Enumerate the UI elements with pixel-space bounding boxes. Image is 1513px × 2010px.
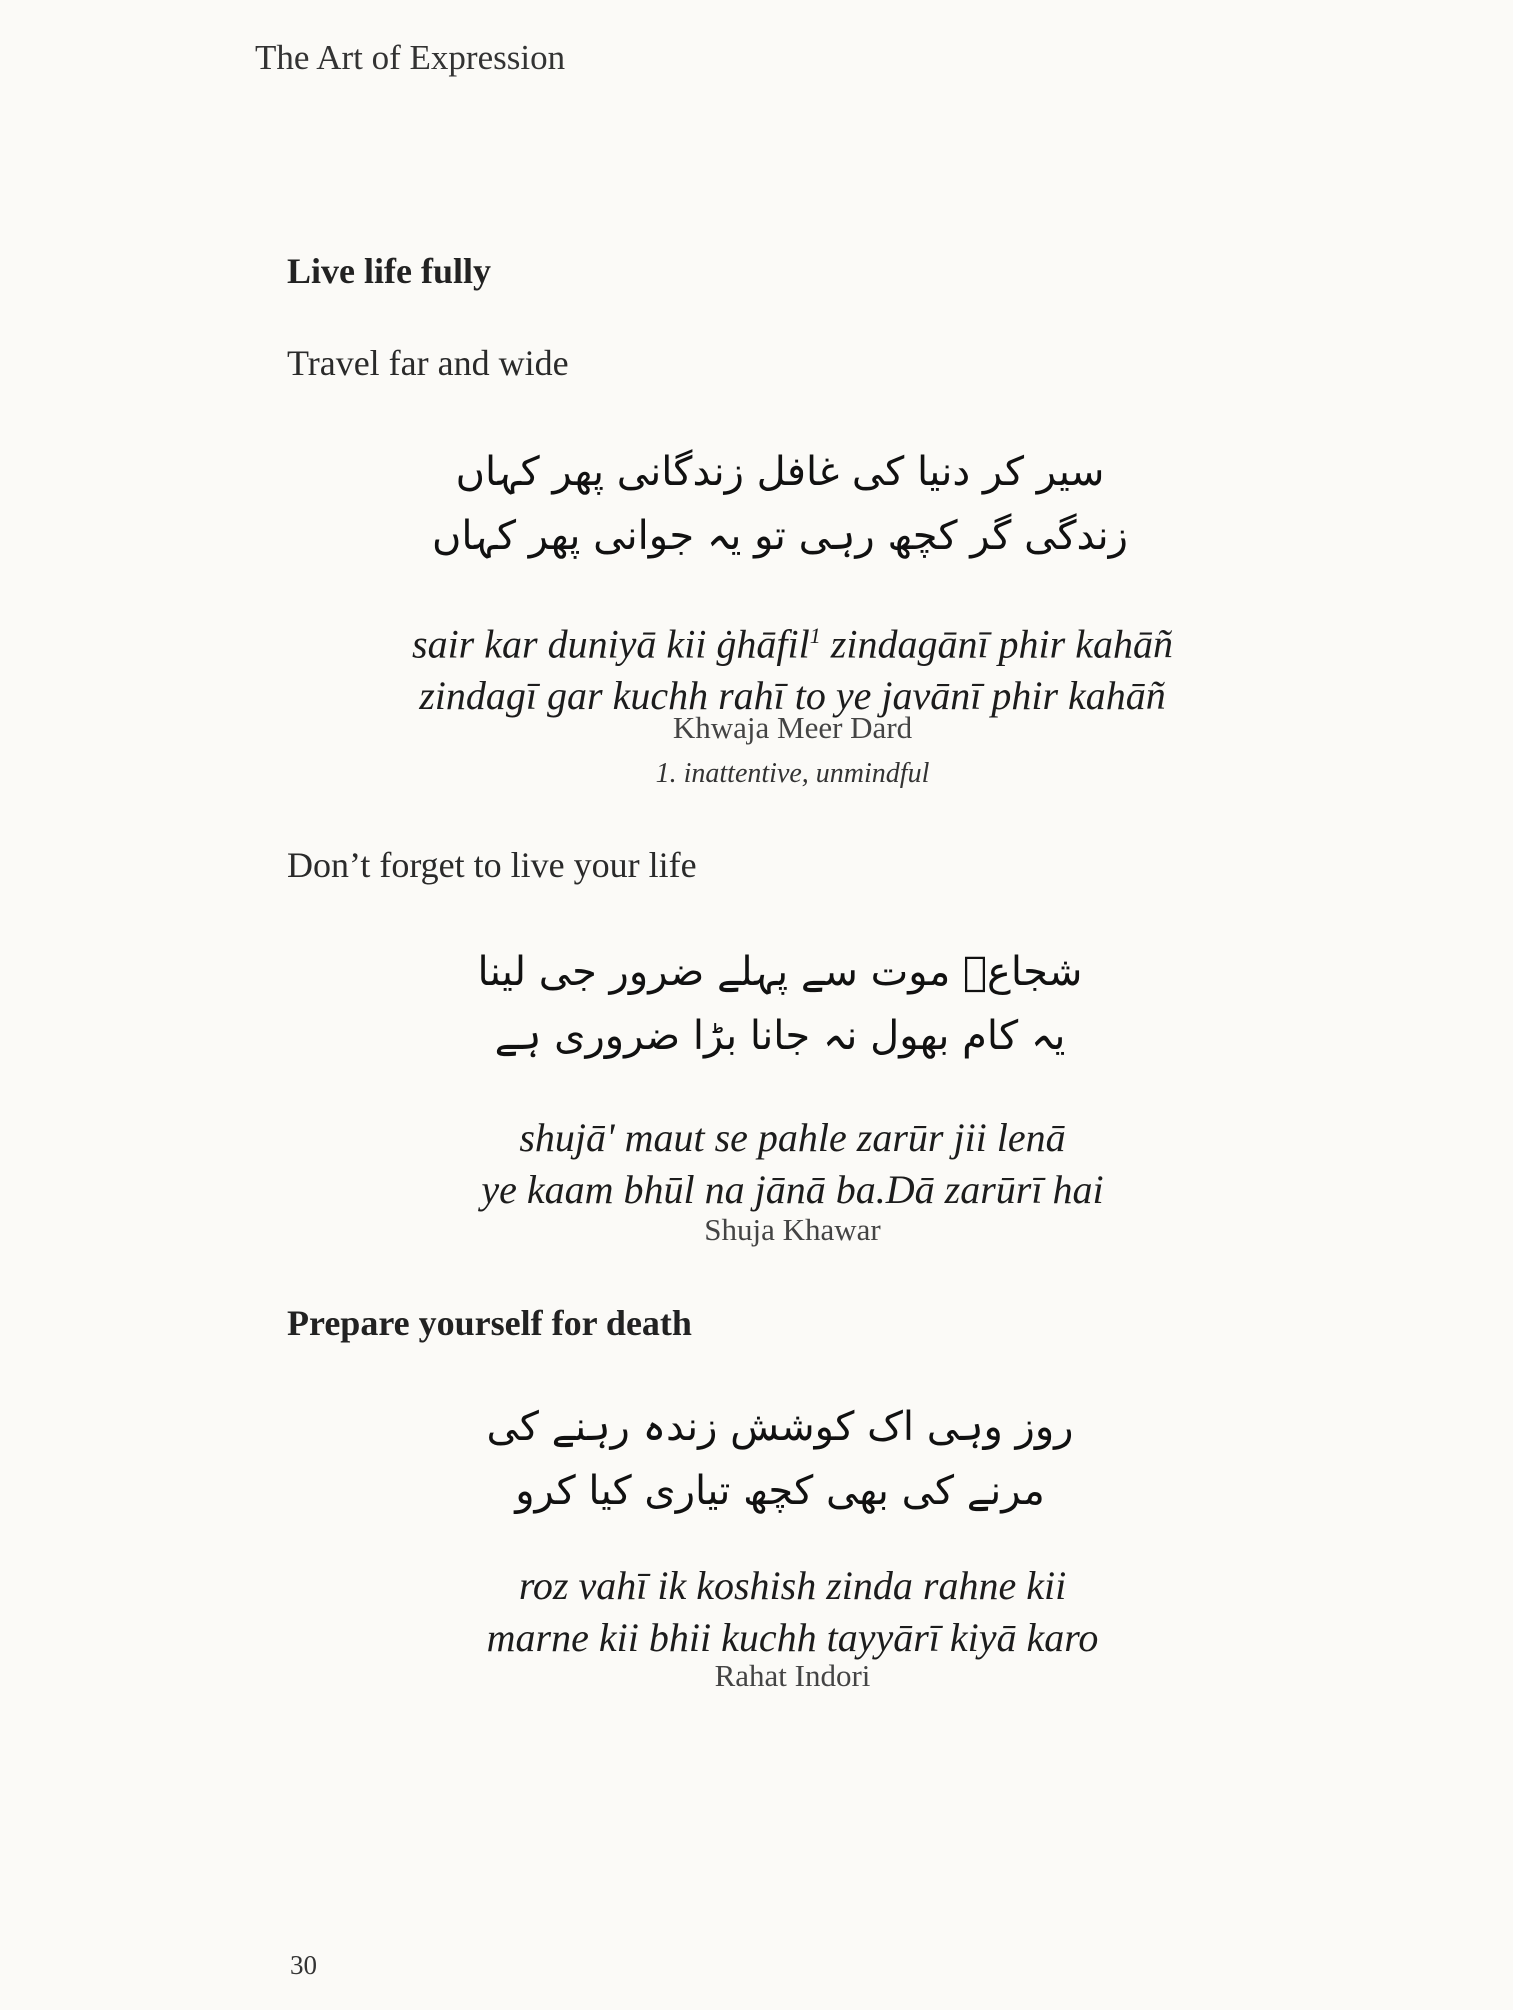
running-head: The Art of Expression [255,38,566,77]
urdu-couplet-2 [380,940,1180,1068]
urdu-line: شجاعؔ موت سے پہلے ضرور جی لینا [477,949,1083,995]
poet-name: Shuja Khawar [704,1212,881,1247]
section-heading-live-life-fully: Live life fully [287,251,491,291]
transliteration-couplet-2 [300,1112,1285,1216]
poet-name: Rahat Indori [714,1658,871,1693]
translit-line: sair kar duniyā kii ġhāfil$^1$ zindagānī phir kahāñ [412,621,1173,667]
footnote: 1. inattentive, unmindful [655,758,930,789]
translit-line: zindagī gar kuchh rahī to ye javānī phir kahāñ [419,673,1166,719]
translit-line: marne kii bhii kuchh tayyārī kiyā karo [486,1615,1099,1660]
section-heading-prepare-for-death: Prepare yourself for death [287,1303,692,1343]
footnote-marker: 1 [809,623,821,648]
page-number: 30 [290,1950,317,1980]
urdu-line: یہ کام بھول نہ جانا بڑا ضروری ہے [494,1013,1066,1059]
subheading-travel: Travel far and wide [287,343,569,383]
subheading-dont-forget: Don’t forget to live your life [287,845,697,885]
urdu-couplet-1 [380,440,1180,568]
urdu-line: روز وہی اک کوشش زندہ رہنے کی [486,1404,1074,1450]
urdu-line: زندگی گر کچھ رہی تو یہ جوانی پھر کہاں [432,513,1128,559]
transliteration-couplet-1 [300,610,1285,722]
poet-name: Khwaja Meer Dard [672,710,913,745]
urdu-couplet-3 [380,1395,1180,1523]
transliteration-couplet-3 [300,1560,1285,1664]
urdu-line: سیر کر دنیا کی غافل زندگانی پھر کہاں [455,449,1105,495]
translit-line: ye kaam bhūl na jānā ba.Dā zarūrī hai [481,1167,1104,1212]
translit-line: shujā' maut se pahle zarūr jii lenā [519,1115,1066,1160]
translit-line: roz vahī ik koshish zinda rahne kii [518,1563,1067,1608]
urdu-line: مرنے کی بھی کچھ تیاری کیا کرو [515,1468,1045,1514]
